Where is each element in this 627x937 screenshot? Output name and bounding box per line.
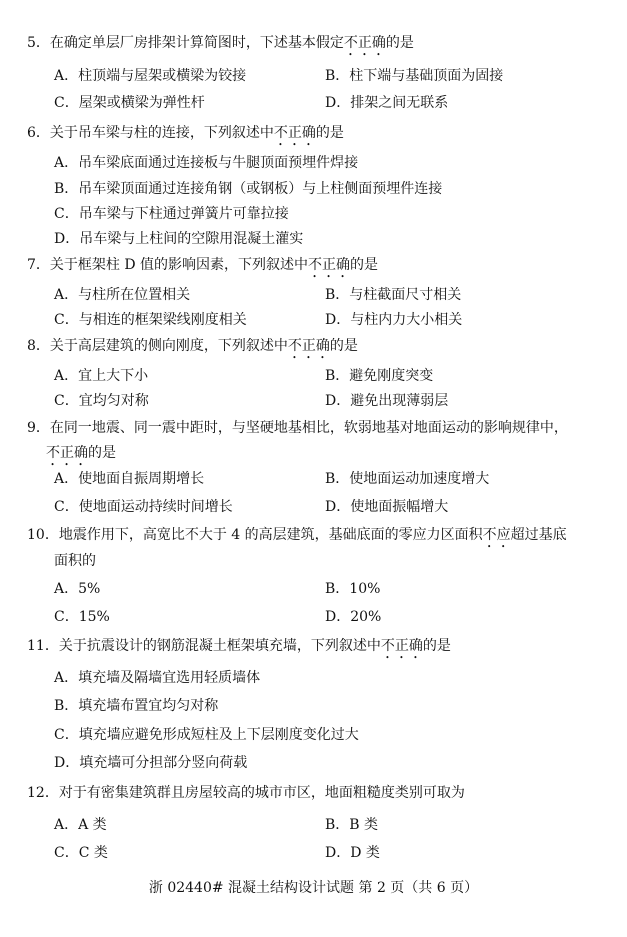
question-10-stem: 10．地震作用下，高宽比不大于 4 的高层建筑，基础底面的零应力区面积不应超过基底	[27, 527, 567, 543]
question-6-option-b: B．吊车梁顶面通过连接角钢（或钢板）与上柱侧面预埋件连接	[54, 181, 443, 197]
question-10-option-a: A．5%	[54, 581, 101, 597]
question-8-option-a: A．宜上大下小	[54, 368, 149, 384]
question-7-stem: 7．关于框架柱 D 值的影响因素，下列叙述中不正确的是	[27, 257, 379, 273]
question-9-option-d: D．使地面振幅增大	[325, 499, 449, 515]
question-5-option-c: C．屋架或横梁为弹性杆	[54, 95, 205, 111]
question-11-option-c: C．填充墙应避免形成短柱及上下层刚度变化过大	[54, 727, 359, 743]
question-5-option-b: B．柱下端与基础顶面为固接	[325, 68, 504, 84]
question-7-option-d: D．与柱内力大小相关	[325, 312, 463, 328]
question-12-option-b: B．B 类	[325, 817, 379, 833]
question-12-option-a: A．A 类	[54, 817, 107, 833]
question-6-stem: 6．关于吊车梁与柱的连接，下列叙述中不正确的是	[27, 125, 344, 141]
question-9-option-b: B．使地面运动加速度增大	[325, 471, 490, 487]
question-11-option-a: A．填充墙及隔墙宜选用轻质墙体	[54, 670, 261, 686]
question-9-stem-cont: 不正确的是	[46, 445, 116, 461]
question-8-option-d: D．避免出现薄弱层	[325, 393, 449, 409]
question-9-option-c: C．使地面运动持续时间增长	[54, 499, 233, 515]
question-5-option-d: D．排架之间无联系	[325, 95, 449, 111]
question-6-option-d: D．吊车梁与上柱间的空隙用混凝土灌实	[54, 231, 304, 247]
question-5-stem: 5．在确定单层厂房排架计算简图时，下述基本假定不正确的是	[27, 35, 414, 51]
question-12-option-c: C．C 类	[54, 845, 108, 861]
question-10-option-c: C．15%	[54, 609, 110, 625]
question-7-option-a: A．与柱所在位置相关	[54, 287, 191, 303]
question-12-option-d: D．D 类	[325, 845, 380, 861]
question-11-option-b: B．填充墙布置宜均匀对称	[54, 698, 219, 714]
page-footer: 浙 02440# 混凝土结构设计试题 第 2 页（共 6 页）	[148, 880, 479, 896]
question-5-option-a: A．柱顶端与屋架或横梁为铰接	[54, 68, 247, 84]
question-9-option-a: A．使地面自振周期增长	[54, 471, 205, 487]
question-8-option-b: B．避免刚度突变	[325, 368, 434, 384]
question-12-stem: 12．对于有密集建筑群且房屋较高的城市市区，地面粗糙度类别可取为	[27, 785, 465, 801]
question-8-stem: 8．关于高层建筑的侧向刚度，下列叙述中不正确的是	[27, 338, 358, 354]
question-10-option-d: D．20%	[325, 609, 382, 625]
question-9-stem: 9．在同一地震、同一震中距时，与坚硬地基相比，软弱地基对地面运动的影响规律中，	[27, 420, 568, 436]
question-8-option-c: C．宜均匀对称	[54, 393, 149, 409]
question-11-option-d: D．填充墙可分担部分竖向荷载	[54, 755, 248, 771]
question-6-option-a: A．吊车梁底面通过连接板与牛腿顶面预埋件焊接	[54, 155, 359, 171]
question-7-option-b: B．与柱截面尺寸相关	[325, 287, 462, 303]
question-10-option-b: B．10%	[325, 581, 381, 597]
question-6-option-c: C．吊车梁与下柱通过弹簧片可靠拉接	[54, 206, 289, 222]
question-10-stem-cont: 面积的	[54, 553, 96, 569]
question-11-stem: 11．关于抗震设计的钢筋混凝土框架填充墙，下列叙述中不正确的是	[27, 638, 451, 654]
question-7-option-c: C．与相连的框架梁线刚度相关	[54, 312, 247, 328]
